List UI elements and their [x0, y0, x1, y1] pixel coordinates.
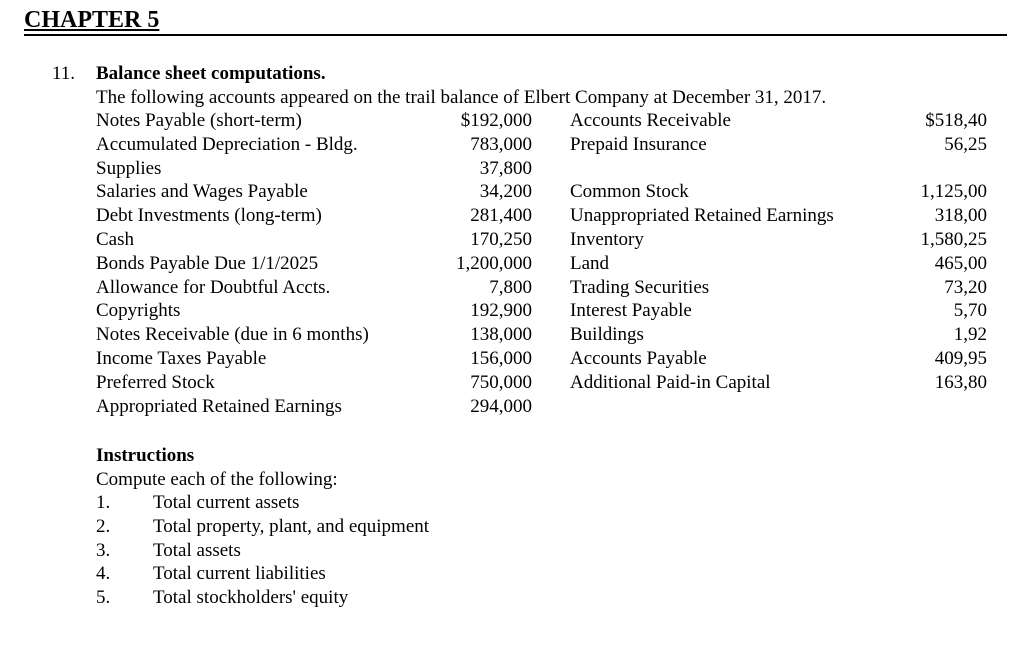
account-amount-right: 5,70: [953, 300, 987, 322]
problem-number: 11.: [52, 63, 76, 84]
task-number: 5.: [96, 587, 111, 609]
account-name-right: Accounts Receivable: [570, 110, 731, 131]
task-text: Total stockholders' equity: [153, 587, 349, 609]
account-row: [96, 204, 996, 228]
account-name-left: Notes Payable (short-term): [96, 110, 302, 131]
account-row: [96, 157, 996, 181]
account-row: [96, 299, 996, 323]
task-text: Total current liabilities: [153, 563, 326, 585]
chapter-divider: [24, 34, 1007, 36]
account-amount-right: 163,80: [934, 371, 987, 393]
account-amount-right: 465,00: [934, 252, 987, 274]
account-name-left: Accumulated Depreciation - Bldg.: [96, 133, 358, 155]
problem-title: Balance sheet computations.: [96, 63, 326, 84]
account-amount-right: 1,580,25: [920, 228, 987, 250]
account-row: [96, 371, 996, 395]
task-number: 4.: [96, 563, 111, 585]
task-text: Total current assets: [153, 492, 300, 513]
account-name-left: Debt Investments (long-term): [96, 205, 322, 227]
account-name-right: Prepaid Insurance: [570, 133, 707, 155]
account-amount-left: 281,400: [470, 205, 532, 227]
account-name-left: Copyrights: [96, 300, 181, 322]
account-row: [96, 347, 996, 371]
task-text: Total assets: [153, 539, 241, 561]
account-amount-left: 783,000: [470, 133, 532, 155]
account-name-right: Accounts Payable: [570, 347, 707, 369]
account-amount-right: 1,92: [953, 324, 987, 346]
account-amount-right: 1,125,00: [920, 181, 987, 203]
account-amount-right: 318,00: [934, 205, 987, 227]
account-amount-left: 170,250: [470, 228, 532, 250]
account-amount-left: 294,000: [470, 395, 532, 417]
account-name-left: Allowance for Doubtful Accts.: [96, 276, 331, 298]
account-row: [96, 276, 996, 300]
account-name-right: Land: [570, 252, 610, 274]
account-row: [96, 180, 996, 204]
account-name-left: Income Taxes Payable: [96, 347, 267, 369]
task-number: 3.: [96, 539, 111, 561]
account-amount-right: 409,95: [934, 347, 987, 369]
account-row: [96, 252, 996, 276]
chapter-title-text: CHAPTER 5: [24, 7, 160, 33]
accounts-list: [96, 109, 996, 418]
account-row: [96, 395, 996, 419]
account-amount-left: 192,900: [470, 300, 532, 322]
account-name-right: Additional Paid-in Capital: [570, 371, 771, 393]
account-row: [96, 133, 996, 157]
instructions-lead: Compute each of the following:: [96, 469, 338, 490]
account-amount-left: 750,000: [470, 371, 532, 393]
account-row: [96, 323, 996, 347]
account-name-right: Trading Securities: [570, 276, 710, 298]
problem-intro: The following accounts appeared on the trail balance of Elbert Company at December 31, 2017.: [96, 87, 827, 108]
account-amount-right: 56,25: [944, 133, 987, 155]
account-amount-right: $518,40: [925, 110, 987, 131]
account-amount-left: 7,800: [489, 276, 532, 298]
account-amount-left: 156,000: [470, 347, 532, 369]
account-name-right: Common Stock: [570, 181, 689, 203]
task-number: 1.: [96, 492, 111, 513]
account-amount-right: 73,20: [944, 276, 987, 298]
account-amount-left: 1,200,000: [456, 252, 532, 274]
account-name-left: Supplies: [96, 157, 162, 179]
account-name-left: Appropriated Retained Earnings: [96, 395, 342, 417]
account-name-right: Unappropriated Retained Earnings: [570, 205, 834, 227]
account-row: [96, 228, 996, 252]
account-name-right: Buildings: [570, 324, 644, 346]
account-amount-left: 138,000: [470, 324, 532, 346]
account-name-right: Inventory: [570, 228, 644, 250]
task-text: Total property, plant, and equipment: [153, 515, 430, 537]
account-name-left: Notes Receivable (due in 6 months): [96, 324, 369, 346]
task-number: 2.: [96, 515, 111, 537]
account-amount-left: $192,000: [460, 110, 532, 131]
account-amount-left: 34,200: [479, 181, 532, 203]
instructions-heading: Instructions: [96, 445, 195, 466]
account-name-left: Bonds Payable Due 1/1/2025: [96, 252, 319, 274]
chapter-title: [24, 6, 159, 34]
account-name-right: Interest Payable: [570, 300, 692, 322]
account-name-left: Preferred Stock: [96, 371, 215, 393]
account-name-left: Salaries and Wages Payable: [96, 181, 308, 203]
account-row: [96, 109, 996, 133]
account-amount-left: 37,800: [479, 157, 532, 179]
account-name-left: Cash: [96, 228, 134, 250]
